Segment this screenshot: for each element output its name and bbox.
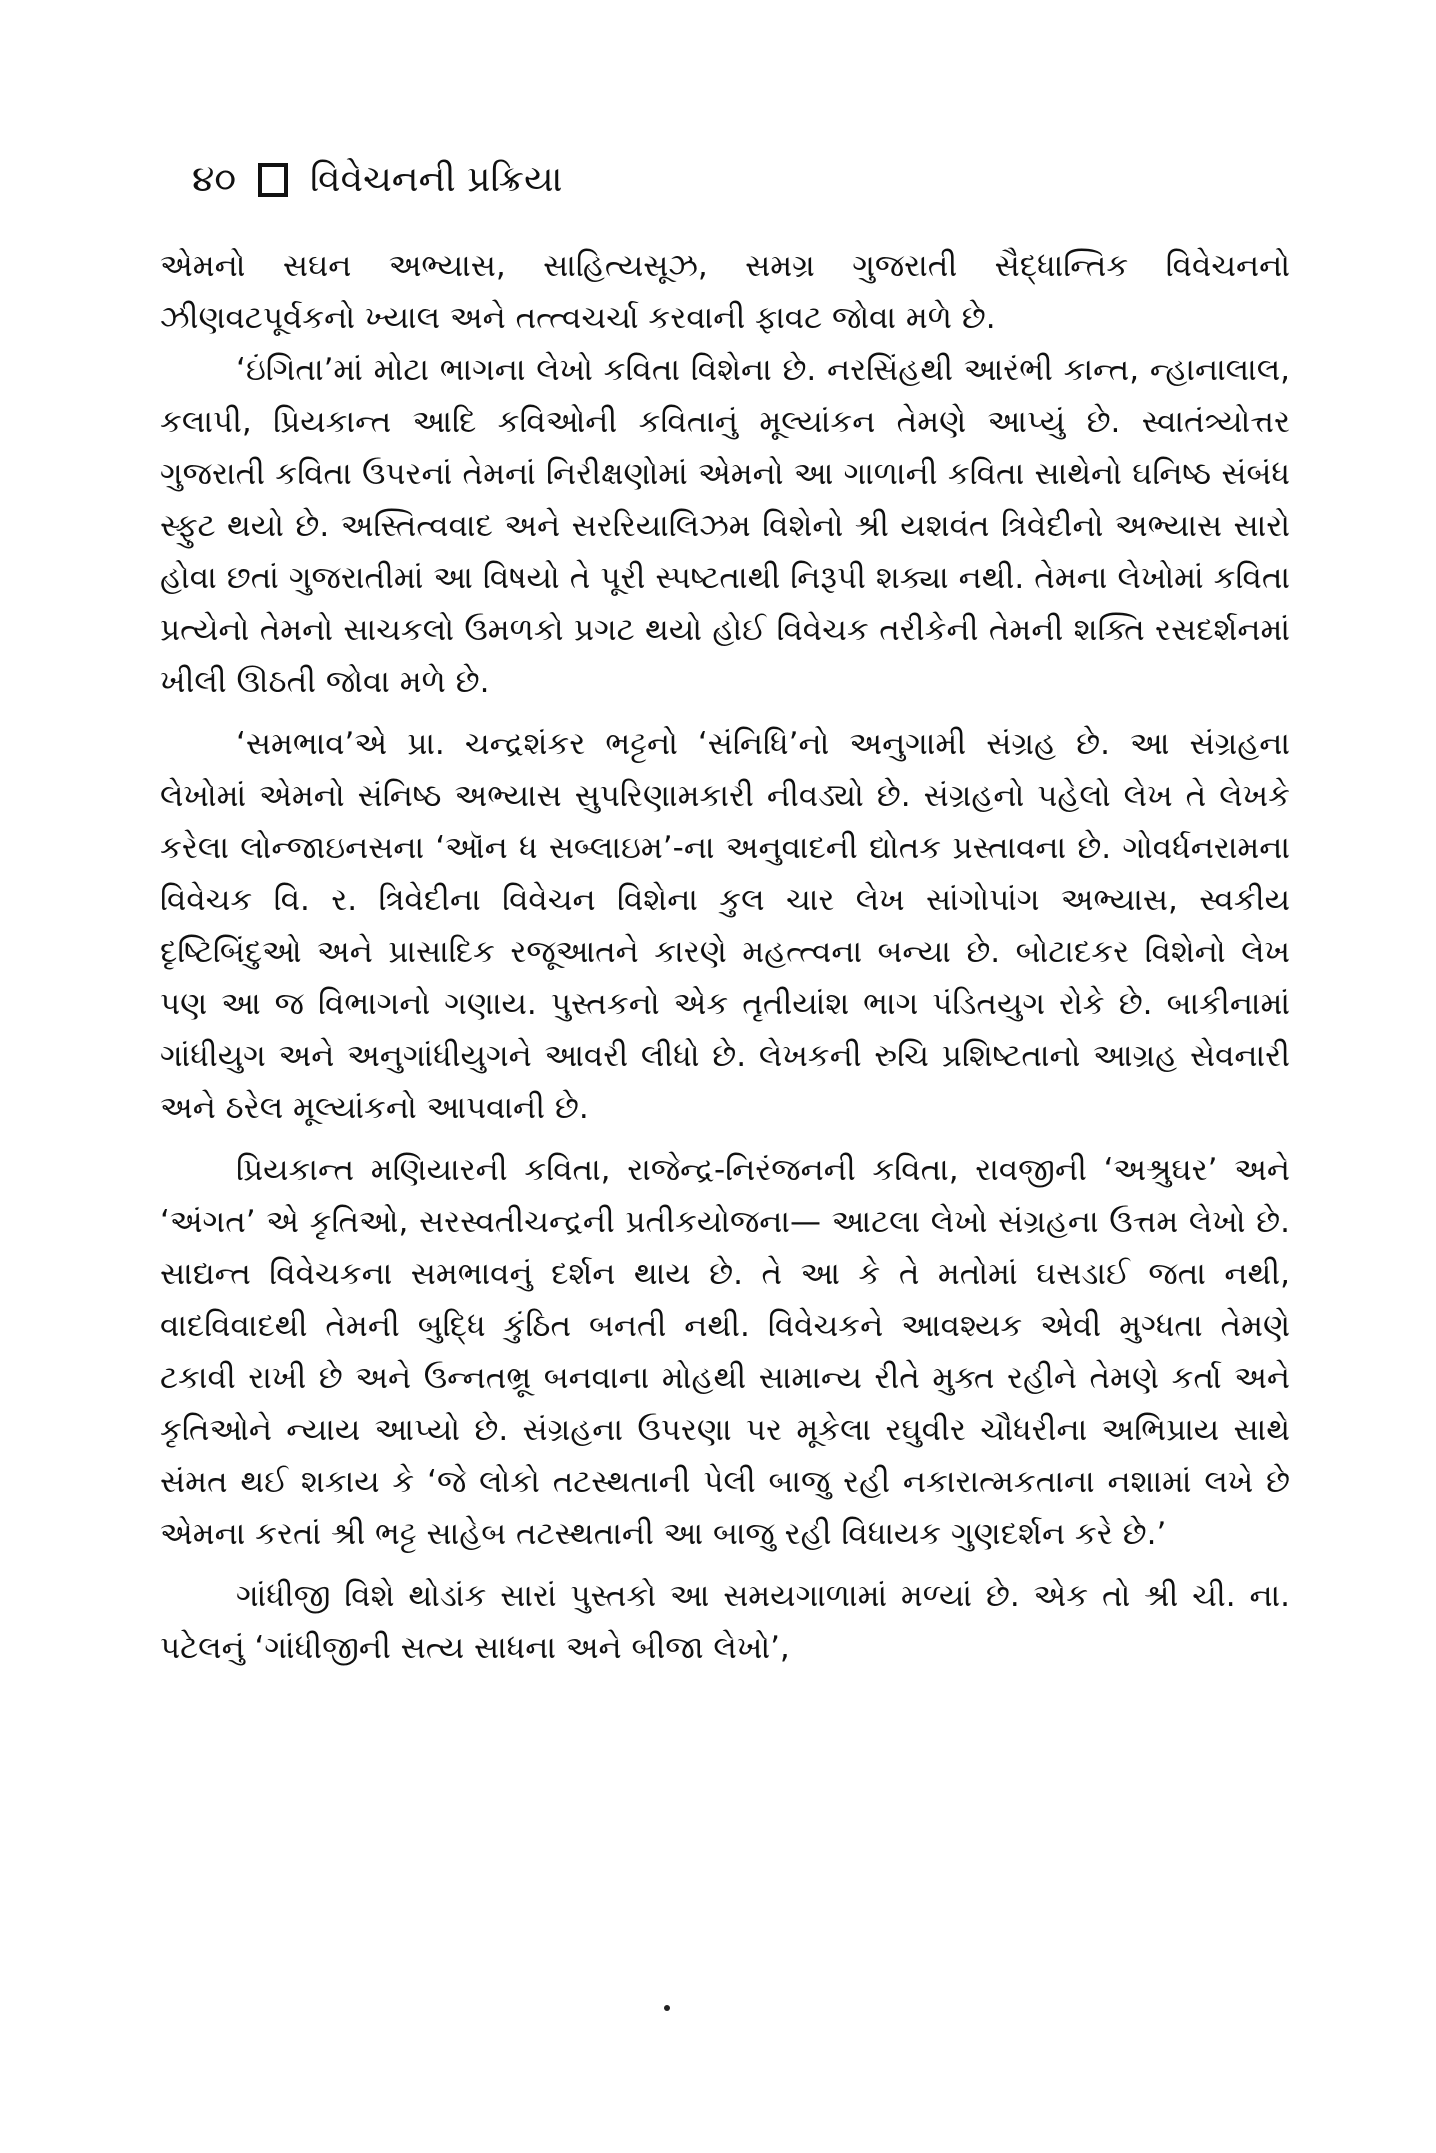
running-title: વિવેચનની પ્રક્રિયા bbox=[310, 159, 563, 200]
paragraph-gandhiji: ગાંધીજી વિશે થોડાંક સારાં પુસ્તકો આ સમયગાળામાં મળ્યાં છે. એક તો શ્રી ચી. ના. પટેલનું ‘ગાંધીજીની સત્ય સાધના અને બીજા લેખો’, bbox=[160, 1578, 1290, 1666]
page-mark-dot bbox=[664, 2005, 670, 2011]
square-ornament-icon bbox=[258, 163, 288, 197]
running-header bbox=[192, 150, 562, 210]
paragraph-priyakant: પ્રિયકાન્ત મણિયારની કવિતા, રાજેન્દ્ર-નિરંજનની કવિતા, રાવજીની ‘અશ્રુઘર’ અને ‘અંગત’ એ કૃતિઓ, સરસ્વતીચન્દ્રની પ્રતીકયોજના— આટલા લેખો સંગ્રહના ઉત્તમ લેખો છે. સાદ્યન્ત વિવેચકના સમભાવનું દર્શન થાય છે. તે આ કે તે મતોમાં ઘસડાઈ જતા નથી, વાદવિવાદથી તેમની બુદ્ધિ કુંઠિત બનતી નથી. વિવેચકને આવશ્યક એવી મુગ્ધતા તેમણે ટકાવી રાખી છે અને ઉન્નતભ્રૂ બનવાના મોહથી સામાન્ય રીતે મુક્ત રહીને તેમણે કર્તા અને કૃતિઓને ન્યાય આપ્યો છે. સંગ્રહના ઉપરણા પર મૂકેલા રઘુવીર ચૌધરીના અભિપ્રાય સાથે સંમત થઈ શકાય કે ‘જે લોકો તટસ્થતાની પેલી બાજુ રહી નકારાત્મકતાના નશામાં લખે છે એમના કરતાં શ્રી ભટ્ટ સાહેબ તટસ્થતાની આ બાજુ રહી વિધાયક ગુણદર્શન કરે છે.’ bbox=[160, 1152, 1290, 1552]
page-number: ૪૦ bbox=[192, 159, 236, 200]
body-text bbox=[160, 240, 1290, 1674]
paragraph-ingita: ‘ઇંગિતા’માં મોટા ભાગના લેખો કવિતા વિશેના છે. નરસિંહથી આરંભી કાન્ત, ન્હાનાલાલ, કલાપી, પ્રિયકાન્ત આદિ કવિઓની કવિતાનું મૂલ્યાંકન તેમણે આપ્યું છે. સ્વાતંત્ર્યોત્તર ગુજરાતી કવિતા ઉપરનાં તેમનાં નિરીક્ષણોમાં એમનો આ ગાળાની કવિતા સાથેનો ઘનિષ્ઠ સંબંધ સ્ફુટ થયો છે. અસ્તિત્વવાદ અને સરરિયાલિઝમ વિશેનો શ્રી યશવંત ત્રિવેદીનો અભ્યાસ સારો હોવા છતાં ગુજરાતીમાં આ વિષયો તે પૂરી સ્પષ્ટતાથી નિરૂપી શક્યા નથી. તેમના લેખોમાં કવિતા પ્રત્યેનો તેમનો સાચકલો ઉમળકો પ્રગટ થયો હોઈ વિવેચક તરીકેની તેમની શક્તિ રસદર્શનમાં ખીલી ઊઠતી જોવા મળે છે. bbox=[160, 352, 1290, 700]
paragraph-continued: એમનો સઘન અભ્યાસ, સાહિત્યસૂઝ, સમગ્ર ગુજરાતી સૈદ્ધાન્તિક વિવેચનનો ઝીણવટપૂર્વકનો ખ્યાલ અને તત્ત્વચર્ચા કરવાની ફાવટ જોવા મળે છે. bbox=[160, 248, 1290, 336]
paragraph-sambhav: ‘સમભાવ’એ પ્રા. ચન્દ્રશંકર ભટ્ટનો ‘સંનિધિ’નો અનુગામી સંગ્રહ છે. આ સંગ્રહના લેખોમાં એમનો સંનિષ્ઠ અભ્યાસ સુપરિણામકારી નીવડ્યો છે. સંગ્રહનો પહેલો લેખ તે લેખકે કરેલા લોન્જાઇનસના ‘ઑન ધ સબ્લાઇમ’-ના અનુવાદની દ્યોતક પ્રસ્તાવના છે. ગોવર્ધનરામના વિવેચક વિ. ર. ત્રિવેદીના વિવેચન વિશેના કુલ ચાર લેખ સાંગોપાંગ અભ્યાસ, સ્વકીય દૃષ્ટિબિંદુઓ અને પ્રાસાદિક રજૂઆતને કારણે મહત્ત્વના બન્યા છે. બોટાદકર વિશેનો લેખ પણ આ જ વિભાગનો ગણાય. પુસ્તકનો એક તૃતીયાંશ ભાગ પંડિતયુગ રોકે છે. બાકીનામાં ગાંધીયુગ અને અનુગાંધીયુગને આવરી લીધો છે. લેખકની રુચિ પ્રશિષ્ટતાનો આગ્રહ સેવનારી અને ઠરેલ મૂલ્યાંકનો આપવાની છે. bbox=[160, 726, 1290, 1126]
